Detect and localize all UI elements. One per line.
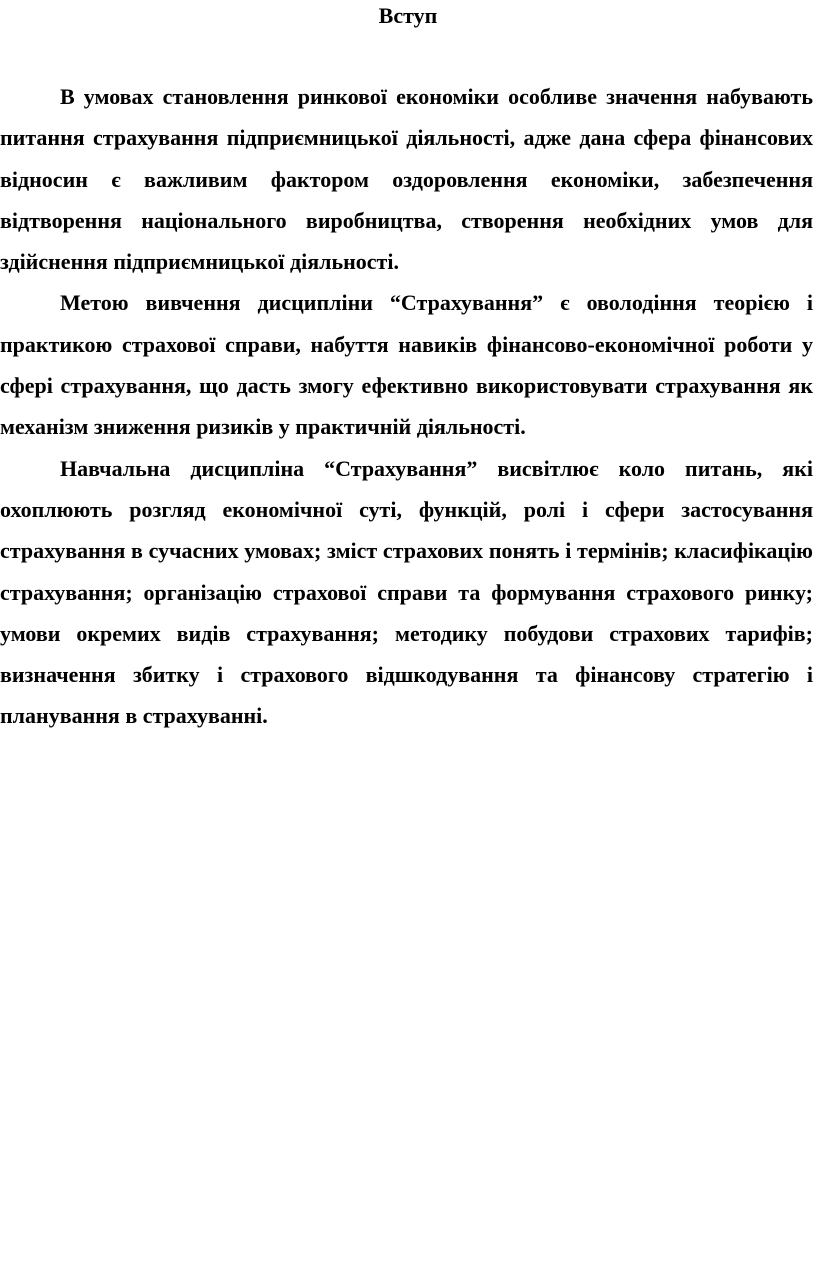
paragraph-3: Навчальна дисципліна “Страхування” висвітлює коло питань, які охоплюють розгляд економічної суті, функцій, ролі і сфери застосування страхування в сучасних умовах; зміст страхових понять і термінів; класифікацію страхування; організацію страхової справи та формування страхового ринку; умови окремих видів страхування; методику побудови страхових тарифів; визначення збитку і страхового відшкодування та фінансову стратегію і планування в страхуванні. <box>0 455 813 729</box>
paragraph-1: В умовах становлення ринкової економіки особливе значення набувають питання страхування підприємницької діяльності, адже дана сфера фінансових відносин є важливим фактором оздоровлення економіки, забезпечення відтворення національного виробництва, створення необхідних умов для здійснення підприємницької діяльності. <box>0 84 813 275</box>
paragraph-2: Метою вивчення дисципліни “Страхування” є оволодіння теорією і практикою страхової справи, набуття навиків фінансово-економічної роботи у сфері страхування, що дасть змогу ефективно використовувати страхування як механізм зниження ризиків у практичній діяльності. <box>0 290 813 440</box>
page-title: Вступ <box>378 3 438 28</box>
document-body <box>0 76 813 737</box>
